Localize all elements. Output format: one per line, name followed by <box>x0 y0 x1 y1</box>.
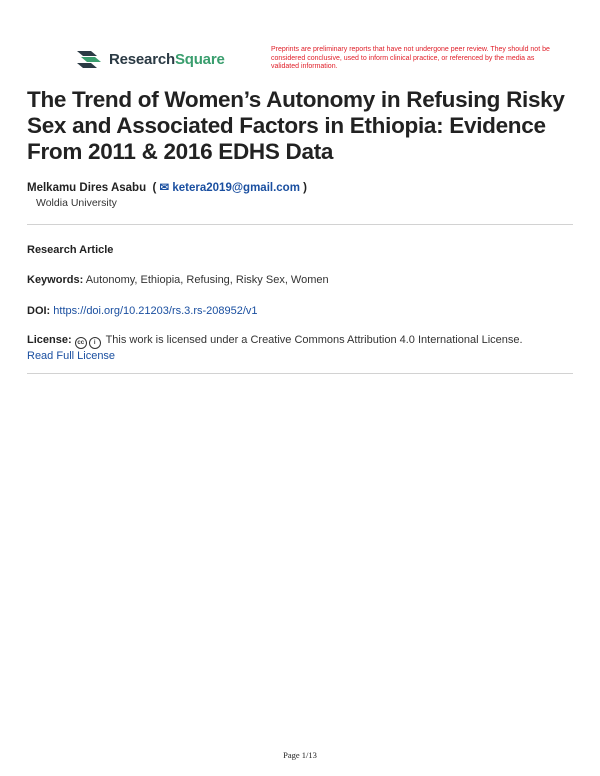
keywords-row <box>27 274 329 286</box>
article-type: Research Article <box>27 244 114 256</box>
attribution-icon: i <box>89 337 101 349</box>
author-name: Melkamu Dires Asabu <box>27 182 147 194</box>
keywords-label: Keywords: <box>27 274 84 286</box>
license-label: License: <box>27 334 72 346</box>
doi-link[interactable]: https://doi.org/10.21203/rs.3.rs-208952/v1 <box>53 305 258 317</box>
license-row <box>27 334 523 349</box>
logo-word-research: Research <box>109 50 175 68</box>
divider-bottom <box>27 373 573 374</box>
author-email-link[interactable] <box>160 182 304 194</box>
read-license-row <box>27 350 115 362</box>
envelope-icon: ✉ <box>159 182 170 194</box>
keywords-value: Autonomy, Ethiopia, Refusing, Risky Sex, Women <box>85 274 329 286</box>
logo-wordmark <box>109 51 225 68</box>
cc-icon: cc <box>75 337 87 349</box>
logo-word-square: Square <box>174 50 225 68</box>
paren-close: ) <box>303 182 307 194</box>
page-number: Page 1/13 <box>283 750 317 760</box>
license-text: This work is licensed under a Creative Commons Attribution 4.0 International License. <box>105 334 523 346</box>
paper-title: The Trend of Women’s Autonomy in Refusing Risky Sex and Associated Factors in Ethiopia: Evidence From 2011 & 2016 EDHS Data <box>27 87 565 164</box>
author-affiliation: Woldia University <box>36 197 117 209</box>
doi-label: DOI: <box>27 305 51 317</box>
read-full-license-link[interactable]: Read Full License <box>27 350 116 362</box>
divider-top <box>27 224 573 225</box>
paren-open: ( <box>149 182 157 194</box>
doi-row <box>27 305 258 317</box>
author-email: ketera2019@gmail.com <box>172 182 300 194</box>
author-line <box>27 180 307 194</box>
preprint-notice: Preprints are preliminary reports that have not undergone peer review. They should not be considered conclusive, used to inform clinical practice, or referenced by the media as validated information. <box>271 46 550 70</box>
research-square-logo-icon <box>75 47 103 71</box>
research-square-logo[interactable] <box>75 47 225 71</box>
